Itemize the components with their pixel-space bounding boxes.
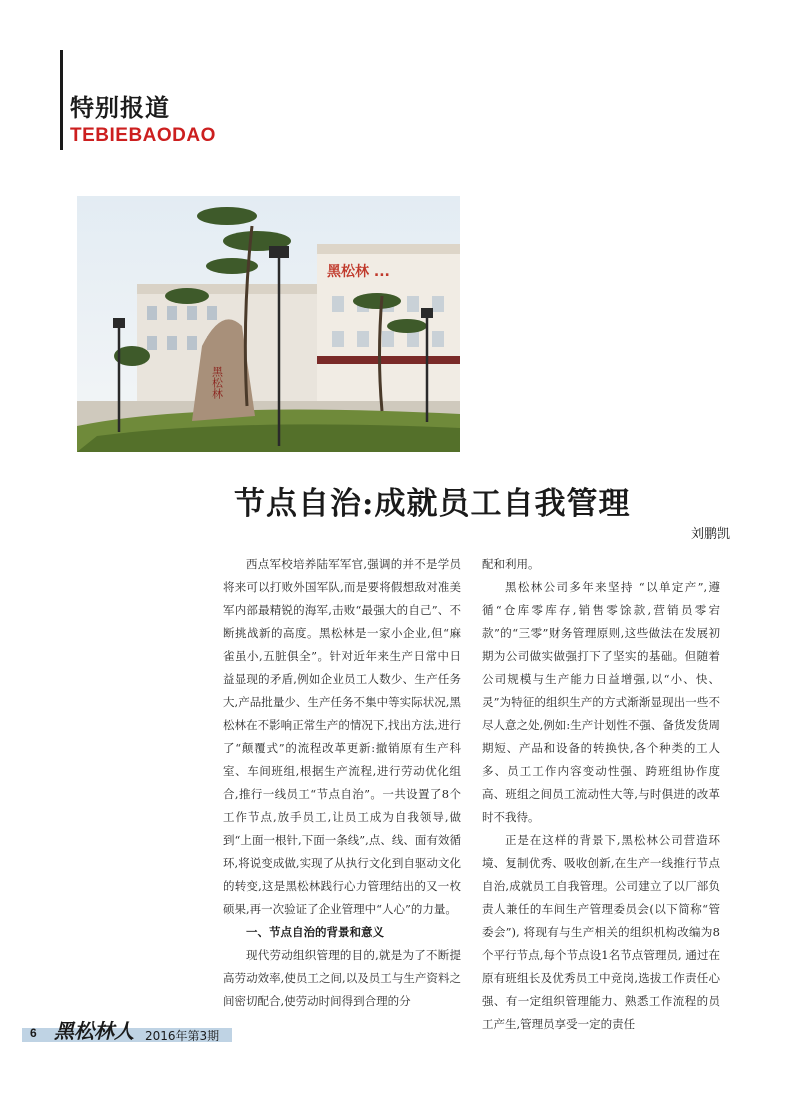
- paragraph: 现代劳动组织管理的目的,就是为了不断提高劳动效率,使员工之间,以及员工与生产资料之间密切配合,使劳动时间得到合理的分: [223, 948, 461, 1008]
- paragraph: 正是在这样的背景下,黑松林公司营造环境、复制优秀、吸收创新,在生产一线推行节点自治,成就员工自我管理。公司建立了以厂部负责人兼任的车间生产管理委员会(以下简称“管委会”), 将现有与生产相关的组织机构改编为8个平行节点,每个节点设1名节点管理员, 通过在原有班组长及优秀员工中竞岗,选拔工作责任心强、有一定组织管理能力、熟悉工作流程的员工产生,管理员享受一定的责任: [482, 833, 720, 1031]
- building-sign: 黑松林 ...: [327, 264, 390, 280]
- article-title: 节点自治:成就员工自我管理: [234, 486, 631, 522]
- magazine-logo: [52, 1016, 142, 1050]
- right-column: [482, 553, 720, 1036]
- stone-inscription: 黑松林: [210, 366, 224, 399]
- page-number: 6: [30, 1026, 37, 1040]
- section-title: 特别报道: [70, 94, 170, 122]
- paragraph: 黑松林公司多年来坚持 “以单定产”,遵循“仓库零库存,销售零馀款,营销员零宕款”的“三零”财务管理原则,这些做法在发展初期为公司做实做强打下了坚实的基础。但随着公司规模与生产能力日益增强,以“小、快、灵”为特征的组织生产的方式渐渐显现出一些不尽人意之处,例如:生产计划性不强、备货发货周期短、产品和设备的转换快,各个种类的工人多、员工工作内容变动性强、跨班组协作度高、班组之间员工流动性大等,与时俱进的改革时不我待。: [482, 580, 720, 824]
- article-author: 刘鹏凯: [690, 527, 730, 542]
- svg-text:黑松林人: 黑松林人: [54, 1019, 134, 1043]
- section-title-pinyin: TEBIEBAODAO: [70, 125, 216, 146]
- section-rule: [60, 50, 63, 150]
- paragraph: 配和利用。: [482, 557, 540, 571]
- article-photo: [77, 196, 460, 452]
- left-column: [223, 553, 461, 1013]
- section-heading: 一、节点自治的背景和意义: [246, 925, 384, 939]
- issue-label: 2016年第3期: [145, 1029, 220, 1043]
- paragraph: 西点军校培养陆军军官,强调的并不是学员将来可以打败外国军队,而是要将假想敌对准美军内部最精锐的海军,击败“最强大的自己”、不断挑战新的高度。黑松林是一家小企业,但“麻雀虽小,五脏俱全”。针对近年来生产日常中日益显现的矛盾,例如企业员工人数少、生产任务大,产品批量少、生产任务不集中等实际状况,黑松林在不影响正常生产的情况下,找出方法,进行了“颠覆式”的流程改革更新:撤销原有生产科室、车间班组,根据生产流程,进行劳动优化组合,推行一线员工“节点自治”。一共设置了8个工作节点,放手员工,让员工成为自我领导,做到“上面一根针,下面一条线”,点、线、面有效循环,将说变成做,实现了从执行文化到自驱动文化的转变,这是黑松林践行心力管理结出的又一枚硕果,再一次验证了企业管理中“人心”的力量。: [223, 557, 461, 916]
